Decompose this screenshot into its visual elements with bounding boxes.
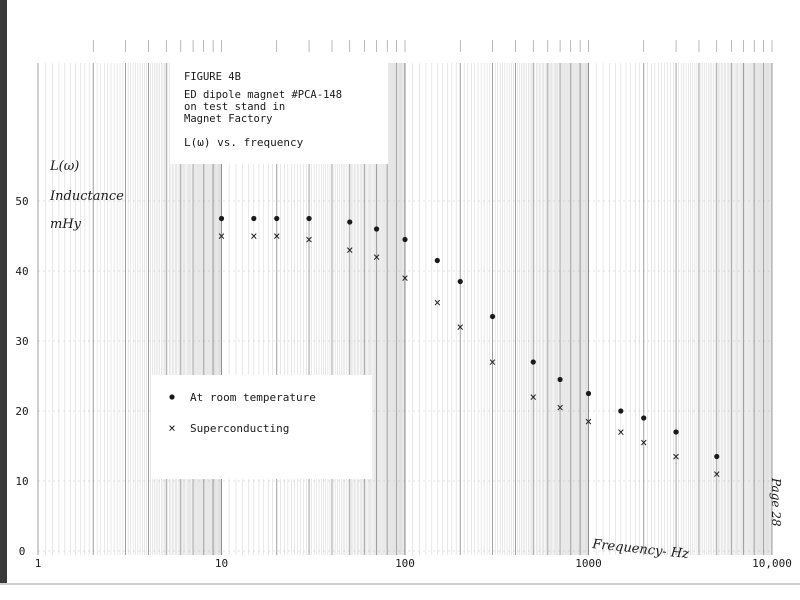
room-temp-point (251, 216, 256, 221)
superconducting-point: × (488, 355, 497, 369)
y-tick-label: 0 (18, 545, 26, 558)
room-temp-point (458, 279, 463, 284)
superconducting-point: × (713, 467, 721, 481)
x-tick-label: 10 (214, 557, 229, 570)
room-temp-point (374, 226, 379, 231)
room-temp-point (641, 415, 646, 420)
y-tick-labels (15, 195, 28, 558)
superconducting-point: × (672, 449, 680, 464)
superconducting-point: × (584, 414, 593, 429)
x-axis-label: Frequency- Hz (591, 537, 690, 563)
legend-dot-marker (169, 394, 174, 399)
legend-sc-label: Superconducting (190, 422, 290, 435)
y-label-name: Inductance (50, 189, 124, 204)
x-tick-label: 1000 (575, 557, 602, 570)
room-temp-point (531, 359, 536, 364)
superconducting-point: × (556, 400, 564, 415)
room-temp-point (274, 216, 279, 221)
page-number-note: Page 28 (769, 478, 783, 527)
superconducting-point: × (372, 250, 381, 264)
y-label-symbol: L(ω) (50, 159, 80, 174)
y-tick-label: 50 (15, 195, 29, 208)
y-tick-label: 30 (15, 335, 29, 348)
room-temp-point (490, 314, 495, 319)
superconducting-point: × (640, 435, 648, 450)
superconducting-point: × (456, 320, 464, 334)
caption-line-1: ED dipole magnet #PCA-148 (184, 89, 343, 101)
superconducting-point: × (217, 229, 226, 243)
superconducting-point: × (401, 271, 409, 285)
caption-line-2: on test stand in (184, 101, 286, 113)
y-label-unit: mHy (50, 217, 82, 232)
room-temp-point (714, 454, 719, 459)
legend-x-marker: × (168, 421, 176, 435)
figure-label: FIGURE 4B (184, 71, 241, 83)
room-temp-point (347, 219, 352, 224)
room-temp-point (435, 258, 440, 263)
superconducting-point: × (529, 390, 537, 404)
superconducting-point: × (250, 229, 258, 243)
room-temp-point (402, 237, 407, 242)
legend-box (152, 375, 372, 479)
superconducting-point: × (346, 243, 354, 257)
y-tick-label: 10 (15, 475, 29, 488)
y-tick-label: 40 (15, 265, 29, 278)
superconducting-point: × (273, 229, 281, 243)
superconducting-point: × (433, 295, 441, 310)
x-tick-label: 100 (395, 557, 415, 570)
superconducting-point: × (617, 425, 625, 439)
legend-room-label: At room temperature (190, 391, 316, 404)
room-temp-point (586, 391, 591, 396)
chart-subtitle: L(ω) vs. frequency (184, 136, 304, 149)
room-temp-point (306, 216, 311, 221)
room-temp-point (557, 377, 562, 382)
room-temp-point (618, 408, 623, 413)
y-tick-label: 20 (15, 405, 29, 418)
caption-line-3: Magnet Factory (184, 113, 273, 125)
title-box (170, 60, 388, 164)
chart-grid (38, 40, 772, 555)
superconducting-point: × (305, 232, 313, 247)
room-temp-point (673, 429, 678, 434)
x-tick-label: 1 (34, 557, 42, 570)
room-temp-point (219, 216, 224, 221)
x-tick-label: 10,000 (752, 557, 792, 570)
